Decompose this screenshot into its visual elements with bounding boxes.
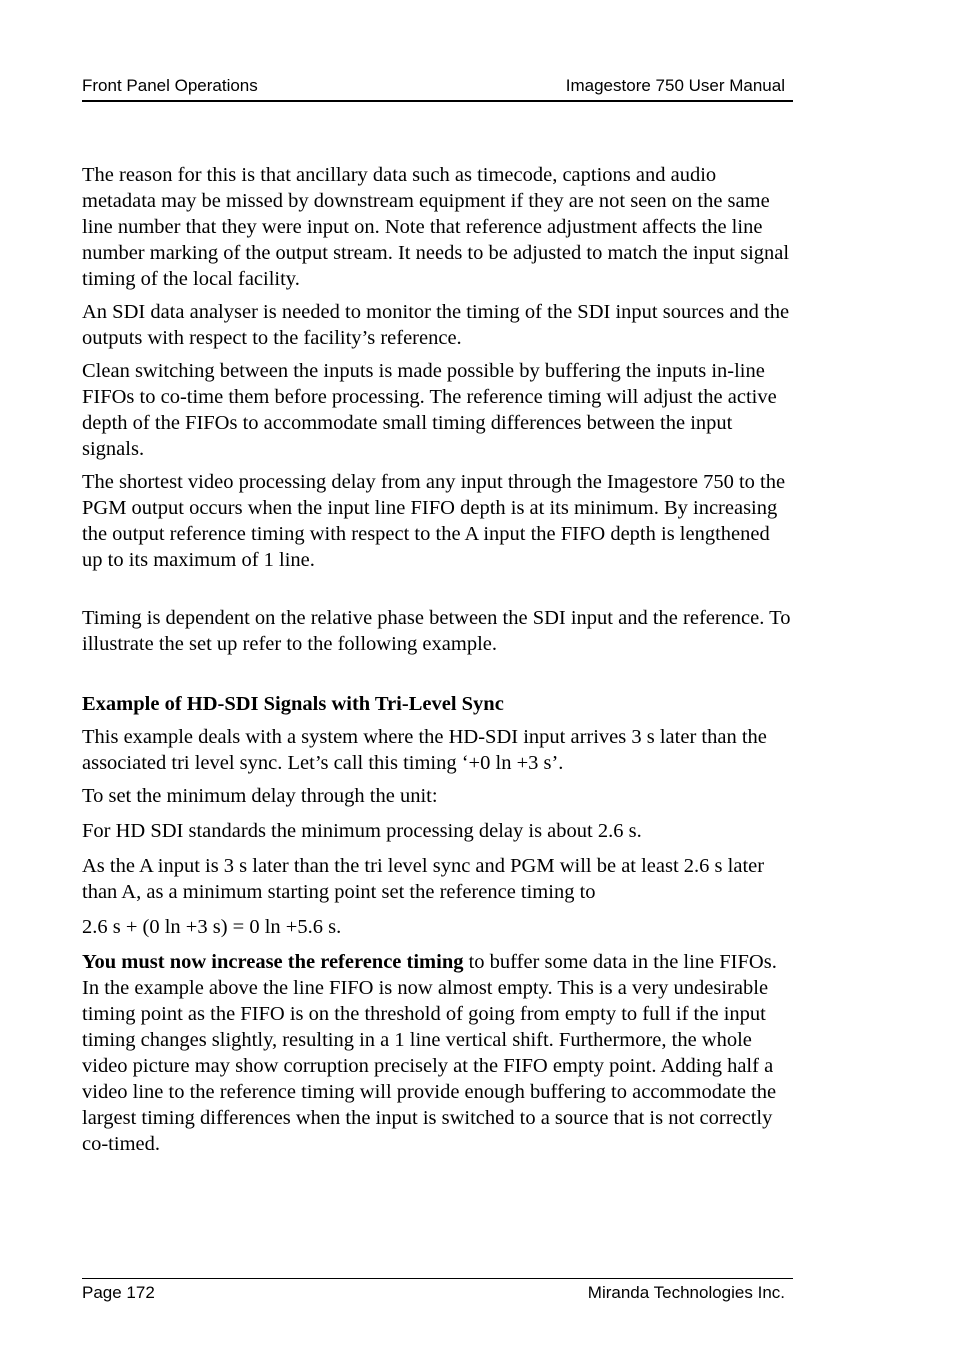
paragraph-shortest-delay: The shortest video processing delay from any input through the Imagestore 750 to the PGM output occurs when the input line FIFO depth is at its minimum. By increasing the output reference timing with respect to the A input the FIFO depth is lengthened up to its maximum of 1 line.	[82, 471, 786, 571]
paragraph-clean-switching: Clean switching between the inputs is made possible by buffering the inputs in-line FIFOs to co-time them before processing. The reference timing will adjust the active depth of the FIFOs to accommodate small timing differences between the input signals.	[82, 360, 777, 460]
bold-instruction: You must now increase the reference timing	[82, 951, 464, 973]
paragraph-timing-dependent: Timing is dependent on the relative phase between the SDI input and the reference. To illustrate the set up refer to the following example.	[82, 607, 791, 655]
page-number: Page 172	[82, 1283, 155, 1302]
paragraph-formula: 2.6 s + (0 ln +3 s) = 0 ln +5.6 s.	[82, 916, 342, 938]
header-manual-title: Imagestore 750 User Manual	[565, 76, 785, 95]
paragraph-increase-timing-text: to buffer some data in the line FIFOs. In the example above the line FIFO is now almost empty. This is a very undesirable timing point as the FIFO is on the threshold of going from empty to full if the input timing changes slightly, resulting in a 1 line vertical shift. Furthermore, the whole video picture may show corruption precisely at the FIFO empty point. Adding half a video line to the reference timing will provide enough buffering to accommodate the largest timing differences when the input is switched to a source that is not correctly co-timed.	[82, 951, 777, 1155]
section-heading: Example of HD-SDI Signals with Tri-Level Sync	[82, 693, 504, 715]
page-body	[82, 162, 794, 1164]
paragraph-minimum-delay: To set the minimum delay through the unit:	[82, 785, 438, 807]
paragraph-starting-point: As the A input is 3 s later than the tri level sync and PGM will be at least 2.6 s later than A, as a minimum starting point set the reference timing to	[82, 855, 765, 903]
header-section-title: Front Panel Operations	[82, 76, 258, 95]
page-header	[82, 76, 793, 102]
paragraph-ancillary-data: The reason for this is that ancillary data such as timecode, captions and audio metadata may be missed by downstream equipment if they are not seen on the same line number that they were input on. Note that reference adjustment affects the line number marking of the output stream. It needs to be adjusted to match the input signal timing of the local facility.	[82, 164, 790, 290]
paragraph-example-intro: This example deals with a system where the HD-SDI input arrives 3 s later than the associated tri level sync. Let’s call this timing ‘+0 ln +3 s’.	[82, 726, 767, 774]
paragraph-increase-timing	[82, 949, 794, 1157]
paragraph-processing-delay: For HD SDI standards the minimum processing delay is about 2.6 s.	[82, 820, 642, 842]
paragraph-sdi-analyser: An SDI data analyser is needed to monitor the timing of the SDI input sources and the outputs with respect to the facility’s reference.	[82, 301, 790, 349]
page-footer	[82, 1278, 793, 1302]
footer-company: Miranda Technologies Inc.	[587, 1283, 785, 1302]
